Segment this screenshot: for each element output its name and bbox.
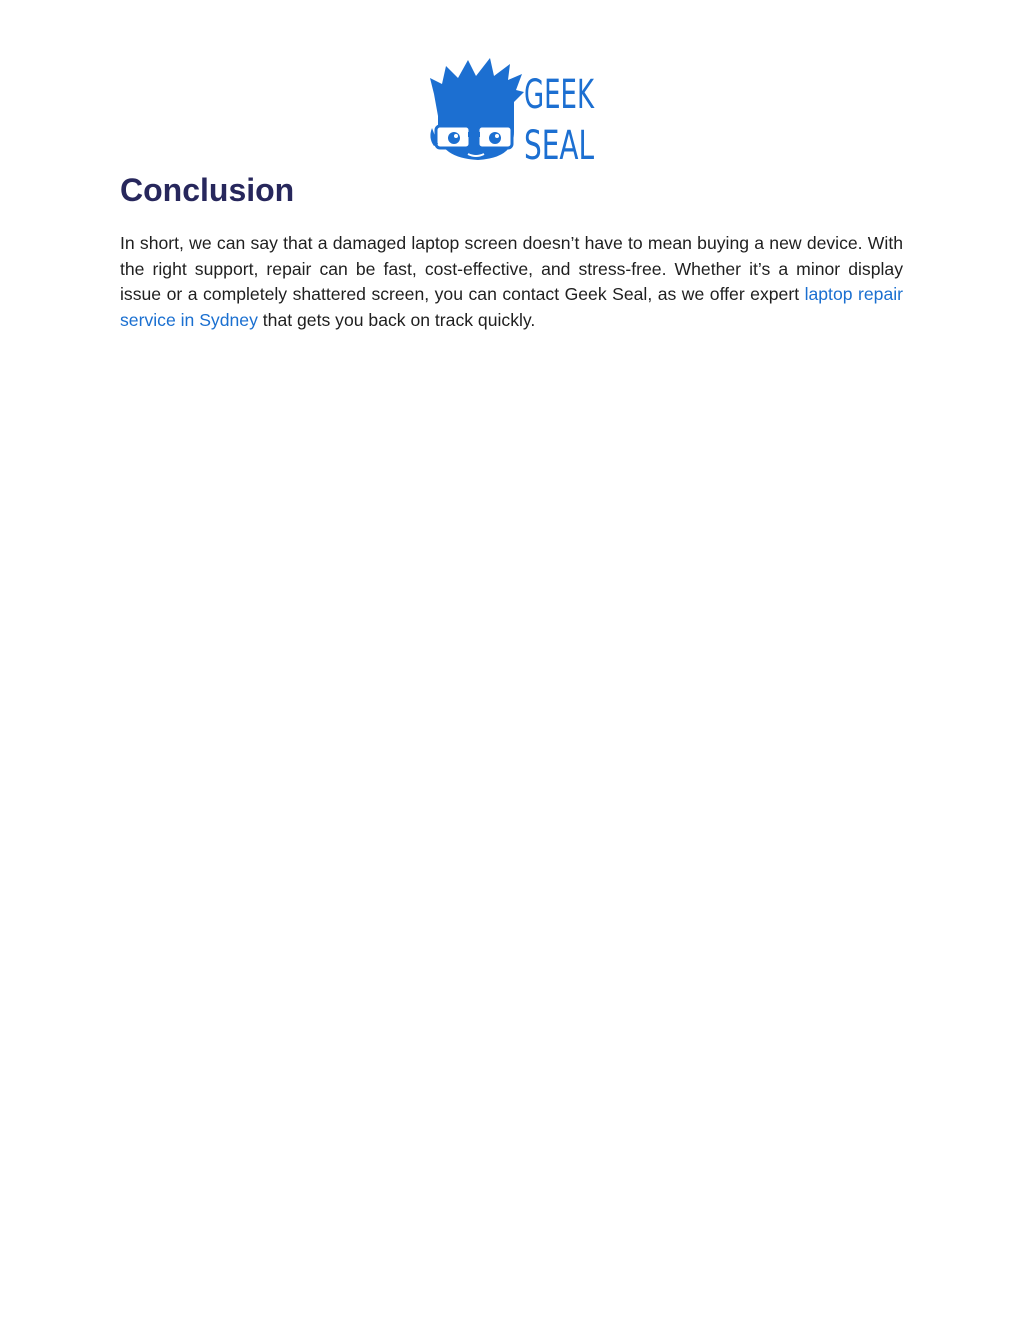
laptop-repair-sydney-link[interactable]: laptop repair service in Sydney [120,284,903,330]
section-heading: Conclusion [120,172,295,208]
logo-word-seal: SEAL [524,123,594,169]
conclusion-paragraph [120,231,903,333]
paragraph-text-after-link: that gets you back on track quickly. [257,309,536,330]
geek-face-logo-icon [428,58,598,169]
geek-seal-logo [428,58,598,169]
paragraph-text-before-link: In short, we can say that a damaged laptop screen doesn’t have to mean buying a new device. With the right support, repair can be fast, cost-effective, and stress-free. Whether it’s a minor display issue or a completely shattered screen, you can contact Geek Seal, as we offer expert [120,233,903,304]
logo-word-geek: GEEK [524,72,596,118]
